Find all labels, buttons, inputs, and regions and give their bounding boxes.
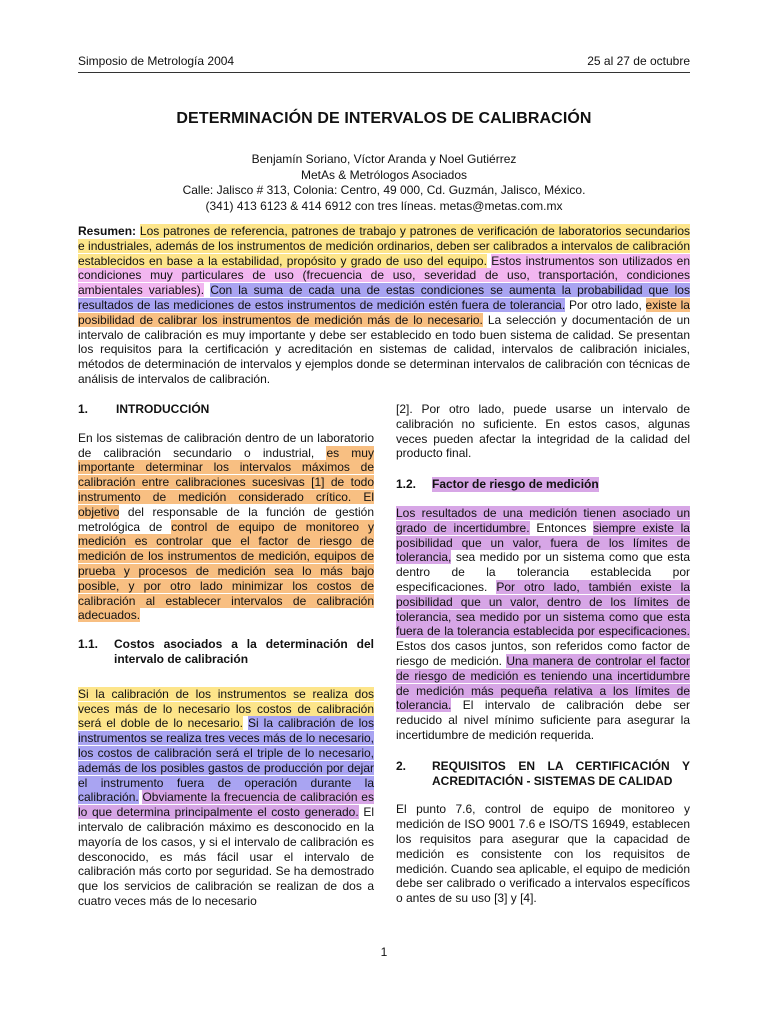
- continued-paragraph: [2]. Por otro lado, puede usarse un intervalo de calibración no suficiente. En estos casos, algunas veces pueden afectar la integridad de la calidad del producto final.: [396, 402, 690, 461]
- section-1-2-paragraph: [396, 506, 690, 743]
- section-1-2-text-d: sea medido por un sistema como que esta dentro de la tolerancia establecida por especificaciones.: [396, 550, 690, 594]
- author-names: Benjamín Soriano, Víctor Aranda y Noel Gutiérrez: [251, 152, 517, 166]
- section-1-2-text-a: Los resultados de una medición tienen asociado un grado de incertidumbre.: [396, 505, 690, 535]
- abstract-label: Resumen: [78, 224, 133, 238]
- section-1-2-text-b: Entonces: [536, 520, 587, 535]
- section-1-2-text-h: El intervalo de calibración debe ser reducido al nivel mínimo suficiente para asegurar la incertidumbre de medición requerida.: [396, 698, 690, 742]
- abstract-sentence-5: La selección y documentación de un intervalo de calibración es muy importante y debe ser establecido en todo buen sistema de calidad. Se presentan los requisitos para la certificación y acreditación en sistemas de calidad, intervalos de calibración iniciales, métodos de determinación de intervalos y ejemplos donde se determinan intervalos de calibración con técnicas de análisis de intervalos de calibración.: [78, 312, 690, 386]
- section-1-1-text-d: El intervalo de calibración máximo es desconocido en la mayoría de los casos, y si el intervalo de calibración es desconocido, es más fácil usar el intervalo de calibración más corto por seguridad. Se ha demostrado que los servicios de calibración se realizan de dos a cuatro veces más de lo necesario: [78, 805, 374, 908]
- left-column: [78, 402, 374, 909]
- abstract-sentence-4a: Por otro lado,: [568, 297, 642, 312]
- section-1-1-paragraph: [78, 687, 374, 909]
- section-1-1-text-c: Obviamente la frecuencia de calibración es lo que determina principalmente el costo generado.: [78, 790, 374, 820]
- section-1-1-text-b: Si la calibración de los instrumentos se realiza tres veces más de lo necesario, los costos de calibración será el triple de lo necesario, además de los posibles gastos de producción por dejar el instrumento fuera de operación durante la calibración.: [78, 716, 374, 805]
- conference-name: Simposio de Metrología 2004: [78, 54, 235, 68]
- section-1-1-title: Costos asociados a la determinación del intervalo de calibración: [114, 637, 374, 666]
- abstract: [78, 224, 690, 387]
- section-1-title: INTRODUCCIÓN: [116, 402, 210, 416]
- page-header: [78, 54, 690, 73]
- section-1-1-number: 1.1.: [78, 637, 99, 652]
- abstract-sentence-1: Los patrones de referencia, patrones de trabajo y patrones de verificación de laboratorios secundarios e industriales, además de los instrumentos de medición ordinarios, deben ser calibrados a intervalos de calibración establecidos en base a la estabilidad, propósito y grado de uso del equipo.: [78, 224, 690, 268]
- section-2-heading: [396, 759, 690, 789]
- section-1-2-heading: [396, 477, 690, 492]
- page-number: 1: [380, 945, 388, 959]
- section-1-text-c: del responsable de la función de gestión metrológica de: [78, 504, 374, 534]
- author-organization: MetAs & Metrólogos Asociados: [300, 167, 468, 182]
- section-1-text-b: es muy importante determinar los intervalos máximos de calibración entre calibraciones sucesivas [1] de todo instrumento de medición considerado crítico. El objetivo: [78, 445, 374, 519]
- section-1-2-text-g: Una manera de controlar el factor de riesgo de medición es teniendo una incertidumbre de medición más pequeña relativa a los límites de tolerancia.: [396, 653, 690, 713]
- section-1-2-title: Factor de riesgo de medición: [432, 477, 599, 492]
- section-1-1-text-a: Si la calibración de los instrumentos se realiza dos veces más de lo necesario los costos de calibración será el doble de lo necesario.: [78, 686, 374, 731]
- section-1-1-heading: [78, 637, 374, 667]
- section-1-2-text-c: siempre existe la posibilidad que un valor, fuera de los límites de tolerancia,: [396, 520, 690, 565]
- paper-title: DETERMINACIÓN DE INTERVALOS DE CALIBRACIÓN: [176, 110, 592, 127]
- author-address: Calle: Jalisco # 313, Colonia: Centro, 49 000, Cd. Guzmán, Jalisco, México.: [182, 183, 586, 197]
- abstract-colon: :: [132, 224, 137, 238]
- section-1-heading: [78, 402, 374, 417]
- author-contact: (341) 413 6123 & 414 6912 con tres líneas. metas@metas.com.mx: [205, 198, 563, 213]
- conference-dates: 25 al 27 de octubre: [587, 54, 690, 68]
- section-1-number: 1.: [78, 402, 89, 416]
- abstract-sentence-2: Estos instrumentos son utilizados en condiciones muy particulares de uso (frecuencia de uso, severidad de uso, transportación, condiciones ambientales variables).: [78, 253, 691, 298]
- section-2-paragraph: El punto 7.6, control de equipo de monitoreo y medición de ISO 9001 7.6 e ISO/TS 16949, establecen los requisitos para asegurar que la capacidad de medición es consistente con los requisitos de medición. Cuando sea aplicable, el equipo de medición debe ser calibrado o verificado a intervalos específicos o antes de su uso [3] y [4].: [396, 802, 690, 906]
- section-1-text-a: En los sistemas de calibración dentro de un laboratorio de calibración secundario o industrial,: [78, 430, 374, 460]
- section-2-title: REQUISITOS EN LA CERTIFICACIÓN Y ACREDITACIÓN - SISTEMAS DE CALIDAD: [432, 758, 690, 788]
- right-column: [396, 402, 690, 906]
- section-1-2-text-f: Estos dos casos juntos, son referidos como factor de riesgo de medición.: [396, 639, 690, 668]
- abstract-sentence-3: Con la suma de cada una de estas condiciones se aumenta la probabilidad que los resultados de las mediciones de estos instrumentos de medición estén fuera de tolerancia.: [78, 283, 690, 312]
- abstract-sentence-4b: existe la posibilidad de calibrar los instrumentos de medición más de lo necesario.: [78, 297, 690, 327]
- section-1-2-number: 1.2.: [396, 477, 417, 492]
- section-1-2-text-e: Por otro lado, también existe la posibilidad que un valor, dentro de los límites de tolerancia, sea medido por un sistema como que esta fuera de la tolerancia establecida por especificaciones.: [396, 579, 690, 639]
- author-block: [0, 152, 768, 214]
- section-2-number: 2.: [396, 758, 407, 773]
- section-1-paragraph: [78, 431, 374, 623]
- section-1-text-d: control de equipo de monitoreo y medición es controlar que el factor de riesgo de medición de los instrumentos de medición, equipos de prueba y procesos de medición sea lo más bajo posible, y por otro lado minimizar los costos de calibración al establecer intervalos de calibración adecuados.: [78, 519, 374, 623]
